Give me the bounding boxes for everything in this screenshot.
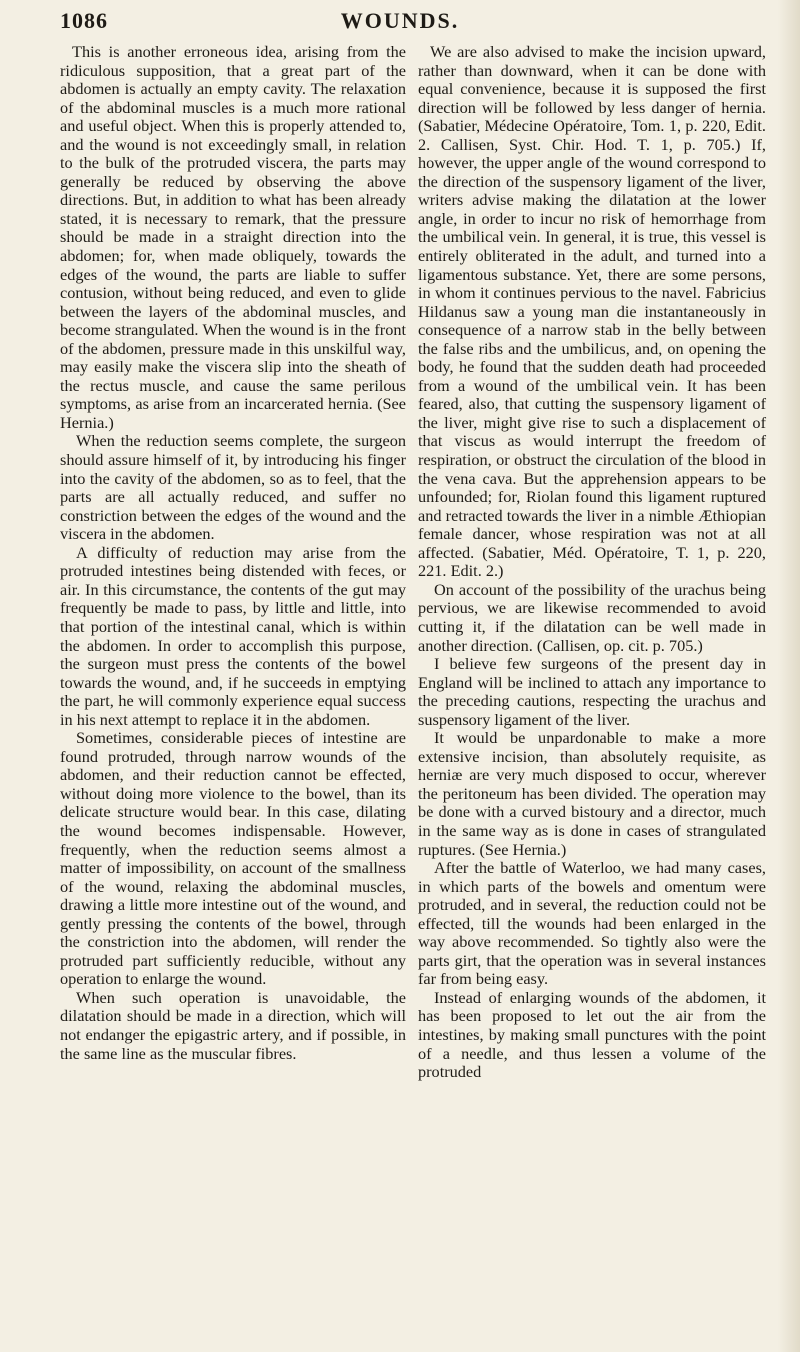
page-header — [0, 8, 800, 40]
paragraph: A difficulty of reduction may arise from the protruded intestines being distended with feces, or air. In this circumstance, the contents of the gut may frequently be made to pass, by little and little, into that portion of the intestinal canal, which is within the abdomen. In order to accomplish this purpose, the surgeon must press the contents of the bowel towards the wound, and, if he succeeds in emptying the part, he will commonly experience equal success in his next attempt to replace it in the abdomen. — [60, 542, 406, 729]
right-column — [418, 43, 766, 1082]
paragraph: Instead of enlarging wounds of the abdomen, it has been proposed to let out the air from the intestines, by making small punctures with the point of a needle, and thus lessen a volume of the protruded — [418, 987, 766, 1082]
paragraph: I believe few surgeons of the present day in England will be inclined to attach any importance to the preceding cautions, respecting the urachus and suspensory ligament of the liver. — [418, 654, 766, 729]
page-edge-shadow — [778, 0, 800, 1352]
paragraph: Sometimes, considerable pieces of intestine are found protruded, through narrow wounds of the abdomen, and their reduction cannot be effected, without doing more violence to the bowel, than its delicate structure would bear. In this case, dilating the wound becomes indispensable. However, frequently, when the reduction seems almost a matter of impossibility, on account of the smallness of the wound, relaxing the abdominal muscles, drawing a little more intestine out of the wound, and gently pressing the contents of the bowel, through the constriction into the abdomen, will render the protruded part sufficiently reducible, without any operation to enlarge the wound. — [60, 728, 406, 989]
page-number: 1086 — [60, 8, 108, 33]
paragraph: It would be unpardonable to make a more extensive incision, than absolutely requisite, as herniæ are very much disposed to occur, wherever the peritoneum has been divided. The operation may be done with a curved bistoury and a director, much in the same way as is done in cases of strangulated ruptures. (See Hernia.) — [418, 728, 766, 859]
paragraph: On account of the possibility of the urachus being pervious, we are likewise recommended to avoid cutting it, if the dilatation can be well made in another direction. (Callisen, op. cit. p. 705.) — [418, 579, 766, 655]
paragraph: After the battle of Waterloo, we had many cases, in which parts of the bowels and omentum were protruded, and in several, the reduction could not be effected, till the wounds had been enlarged in the way above recommended. So tightly also were the parts girt, that the operation was in several instances far from being easy. — [418, 858, 766, 989]
paragraph: When such operation is unavoidable, the dilatation should be made in a direction, which will not endanger the epigastric artery, and if possible, in the same line as the muscular fibres. — [60, 987, 406, 1063]
paragraph: This is another erroneous idea, arising from the ridiculous supposition, that a great part of the abdomen is actually an empty cavity. The relaxation of the abdominal muscles is a much more rational and useful object. When this is properly attended to, and the wound is not exceedingly small, in relation to the bulk of the protruded viscera, the parts may generally be reduced by observing the above directions. But, in addition to what has been already stated, it is necessary to remark, that the pressure should be made in a straight direction into the abdomen; for, when made obliquely, towards the edges of the wound, the parts are liable to suffer contusion, without being reduced, and even to glide between the layers of the abdominal muscles, and become strangulated. When the wound is in the front of the abdomen, pressure made in this unskilful way, may easily make the viscera slip into the sheath of the rectus muscle, and cause the same perilous symptoms, as arise from an incarcerated hernia. (See Hernia.) — [60, 42, 406, 432]
paragraph: When the reduction seems complete, the surgeon should assure himself of it, by introducing his finger into the cavity of the abdomen, so as to feel, that the parts are all actually reduced, and suffer no constriction between the edges of the wound and the viscera in the abdomen. — [60, 431, 406, 544]
left-column — [60, 43, 406, 1063]
running-head: WOUNDS. — [340, 8, 460, 33]
paragraph: We are also advised to make the incision upward, rather than downward, when it can be done with equal convenience, because it is supposed the first direction will be followed by less danger of hernia. (Sabatier, Médecine Opératoire, Tom. 1, p. 220, Edit. 2. Callisen, Syst. Chir. Hod. T. 1, p. 705.) If, however, the upper angle of the wound correspond to the direction of the suspensory ligament of the liver, writers advise making the dilatation at the lower angle, in order to incur no risk of hemorrhage from the umbilical vein. In general, it is true, this vessel is entirely obliterated in the adult, and turned into a ligamentous substance. Yet, there are some persons, in whom it continues pervious to the navel. Fabricius Hildanus saw a young man die instantaneously in consequence of a narrow stab in the belly between the false ribs and the umbilicus, and, on opening the body, he found that the sudden death had proceeded from a wound of the umbilical vein. It has been feared, also, that cutting the suspensory ligament of the liver, might give rise to such a displacement of that viscus as would interrupt the freedom of respiration, or obstruct the circulation of the blood in the vena cava. But the apprehension appears to be unfounded; for, Riolan found this ligament ruptured and retracted towards the liver in a nimble Æthiopian female dancer, whose respiration was not at all affected. (Sabatier, Méd. Opératoire, T. 1, p. 220, 221. Edit. 2.) — [418, 42, 766, 581]
